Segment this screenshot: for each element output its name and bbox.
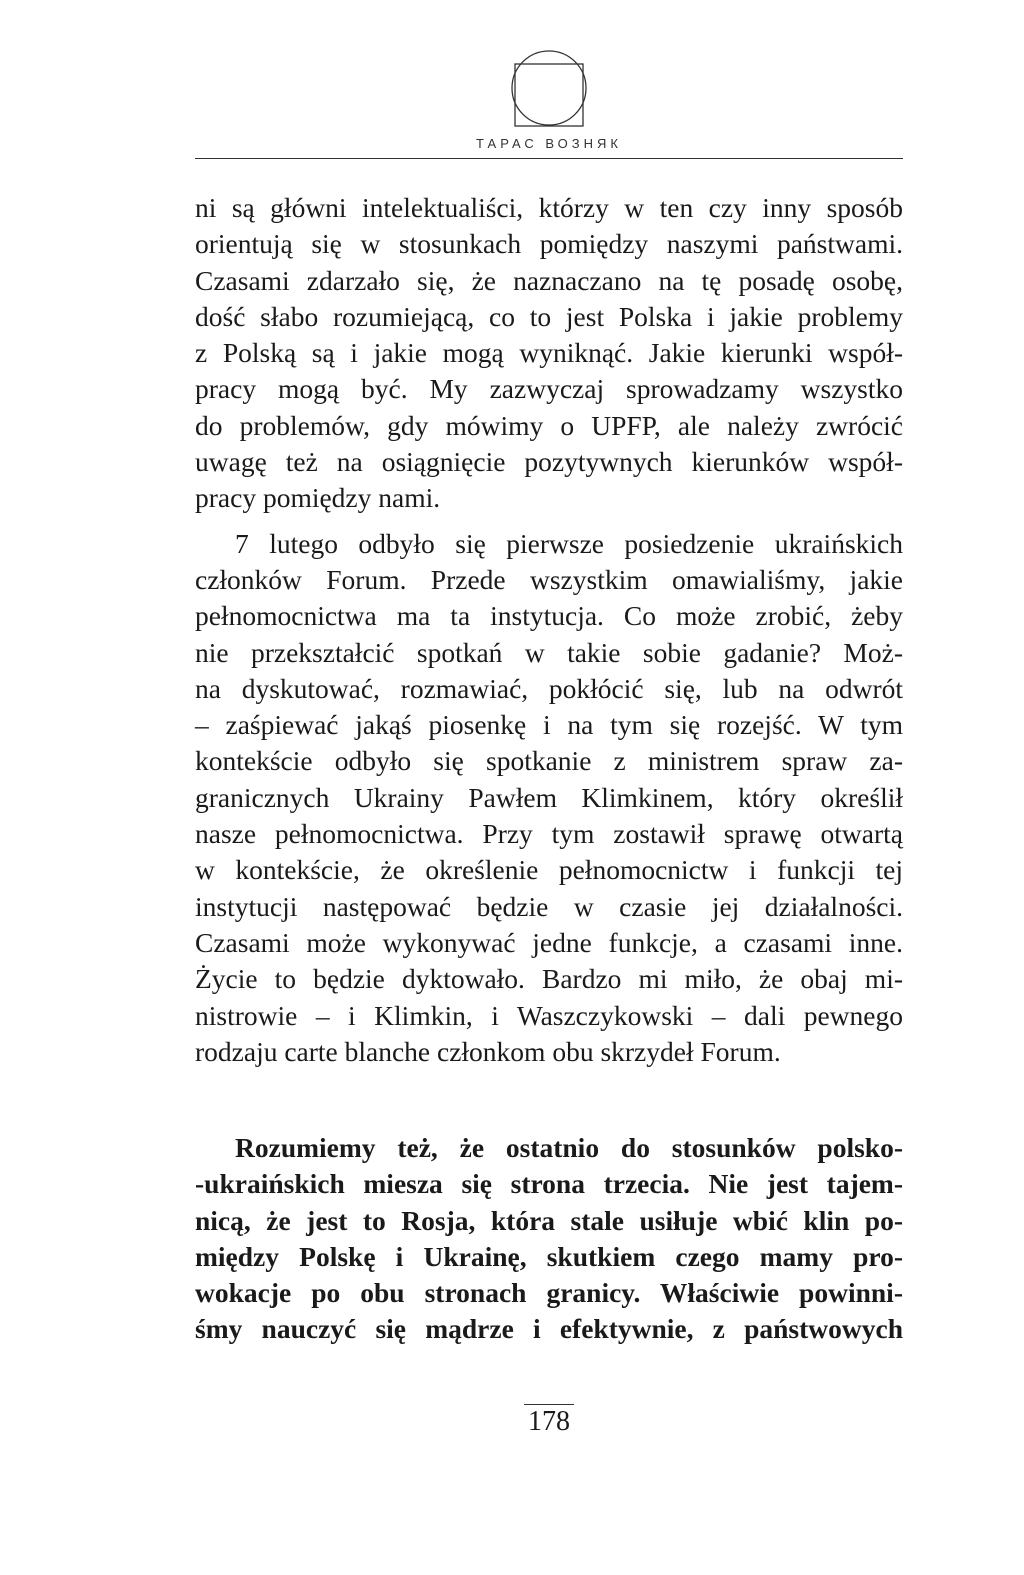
circle-square-logo-icon — [509, 48, 589, 128]
text-line: Życie to będzie dyktowało. Bardzo mi miło, że obaj mi- — [195, 963, 903, 995]
text-line: pracy mogą być. My zazwyczaj sprowadzamy wszystko — [195, 373, 903, 405]
text-line: granicznych Ukrainy Pawłem Klimkinem, który określił — [195, 781, 903, 813]
text-line: nasze pełnomocnictwa. Przy tym zostawił sprawę otwartą — [195, 818, 903, 850]
text-line: z Polską są i jakie mogą wyniknąć. Jakie kierunki współ- — [195, 337, 903, 369]
text-line: Rozumiemy też, że ostatnio do stosunków polsko- — [235, 1132, 903, 1163]
text-line: członków Forum. Przede wszystkim omawialiśmy, jakie — [195, 563, 903, 595]
text-line: między Polskę i Ukrainę, skutkiem czego mamy pro- — [195, 1240, 903, 1272]
text-line: – zaśpiewać jakąś piosenkę i na tym się rozejść. W tym — [195, 709, 903, 741]
text-line: Czasami może wykonywać jedne funkcje, a czasami inne. — [195, 926, 903, 958]
text-line: instytucji następować będzie w czasie jej działalności. — [195, 890, 903, 922]
page-number-label: 178 — [524, 1404, 574, 1437]
body-text — [195, 190, 903, 1070]
running-header-author: ТАРАС ВОЗНЯК — [476, 136, 622, 151]
text-line: nie przekształcić spotkań w takie sobie gadanie? Moż- — [195, 636, 903, 668]
paragraph-2 — [195, 526, 903, 1070]
paragraph-1 — [195, 190, 903, 517]
text-line: śmy nauczyć się mądrze i efektywnie, z państwowych — [195, 1313, 903, 1345]
text-line: nistrowie – i Klimkin, i Waszczykowski – dali pewnego — [195, 999, 903, 1031]
text-line: Czasami zdarzało się, że naznaczano na tę posadę osobę, — [195, 264, 903, 296]
text-line: na dyskutować, rozmawiać, pokłócić się, lub na odwrót — [195, 672, 903, 704]
header-rule — [195, 158, 903, 159]
text-line: kontekście odbyło się spotkanie z ministrem spraw za- — [195, 745, 903, 777]
text-line: orientują się w stosunkach pomiędzy naszymi państwami. — [195, 228, 903, 260]
text-line: pełnomocnictwa ma ta instytucja. Co może zrobić, żeby — [195, 600, 903, 632]
text-line: rodzaju carte blanche członkom obu skrzydeł Forum. — [195, 1035, 781, 1067]
page-number — [195, 1404, 903, 1438]
text-line: 7 lutego odbyło się pierwsze posiedzenie ukraińskich — [235, 527, 903, 559]
text-line: do problemów, gdy mówimy o UPFP, ale należy zwrócić — [195, 409, 903, 441]
text-line: uwagę też na osiągnięcie pozytywnych kierunków współ- — [195, 446, 903, 478]
text-line: wokacje po obu stronach granicy. Właściwie powinni- — [195, 1277, 903, 1309]
text-line: dość słabo rozumiejącą, co to jest Polska i jakie problemy — [195, 300, 903, 332]
text-line: ni są główni intelektualiści, którzy w ten czy inny sposób — [195, 192, 903, 223]
text-line: w kontekście, że określenie pełnomocnictw i funkcji tej — [195, 854, 903, 886]
text-line: -ukraińskich miesza się strona trzecia. Nie jest tajem- — [195, 1168, 903, 1200]
text-line: pracy pomiędzy nami. — [195, 482, 441, 514]
text-line: nicą, że jest to Rosja, która stale usiłuje wbić klin po- — [195, 1204, 903, 1236]
bold-paragraph — [195, 1130, 903, 1348]
